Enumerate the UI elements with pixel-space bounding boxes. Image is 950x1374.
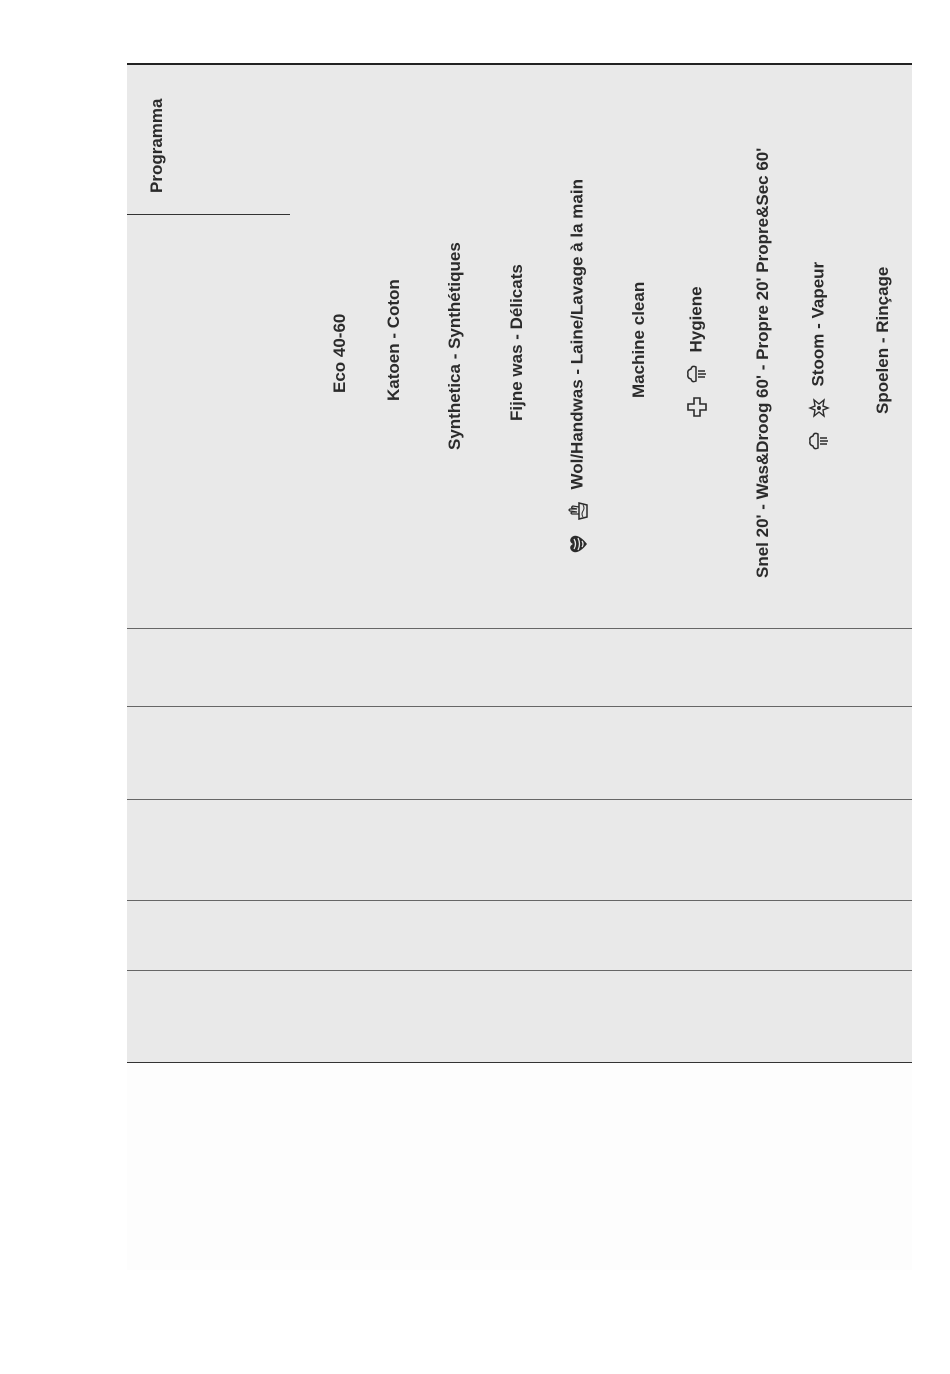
- program-name: Katoen - Coton: [384, 279, 403, 401]
- program-name: Snel 20' - Was&Droog 60' - Propre 20' Propre&Sec 60': [753, 147, 772, 578]
- steam-icon: [686, 363, 708, 385]
- row-divider: [127, 900, 912, 901]
- table-bottom-rule: [127, 1062, 912, 1063]
- table-top-rule: [127, 63, 912, 65]
- hand-wash-icon: [567, 500, 589, 522]
- program-table: [127, 63, 912, 1063]
- program-name: Spoelen - Rinçage: [873, 266, 892, 414]
- row-divider: [127, 706, 912, 707]
- program-label: [445, 242, 465, 450]
- program-label: [686, 286, 708, 418]
- program-label: [567, 179, 589, 555]
- program-label: [330, 314, 350, 393]
- program-label: [753, 148, 773, 578]
- program-name: Wol/Handwas - Laine/Lavage à la main: [567, 179, 587, 490]
- program-name: Fijne was - Délicats: [507, 264, 526, 421]
- row-divider: [127, 799, 912, 800]
- row-divider: [127, 628, 912, 629]
- program-label: [873, 267, 893, 414]
- program-name: Machine clean: [629, 281, 648, 398]
- steam-icon: [808, 430, 830, 452]
- header-divider: [127, 214, 290, 215]
- program-label: [629, 282, 649, 398]
- program-name: Eco 40-60: [330, 313, 349, 393]
- row-divider: [127, 970, 912, 971]
- anti-allergy-icon: [808, 397, 830, 419]
- program-label: [808, 262, 830, 452]
- program-name: Synthetica - Synthétiques: [445, 242, 464, 450]
- program-name: Stoom - Vapeur: [808, 261, 828, 387]
- wool-icon: [567, 533, 589, 555]
- program-name: Hygiene: [686, 286, 706, 353]
- program-label: [507, 264, 527, 421]
- program-label: [384, 279, 404, 401]
- cross-icon: [686, 396, 708, 418]
- column-header-programma: Programma: [147, 98, 166, 193]
